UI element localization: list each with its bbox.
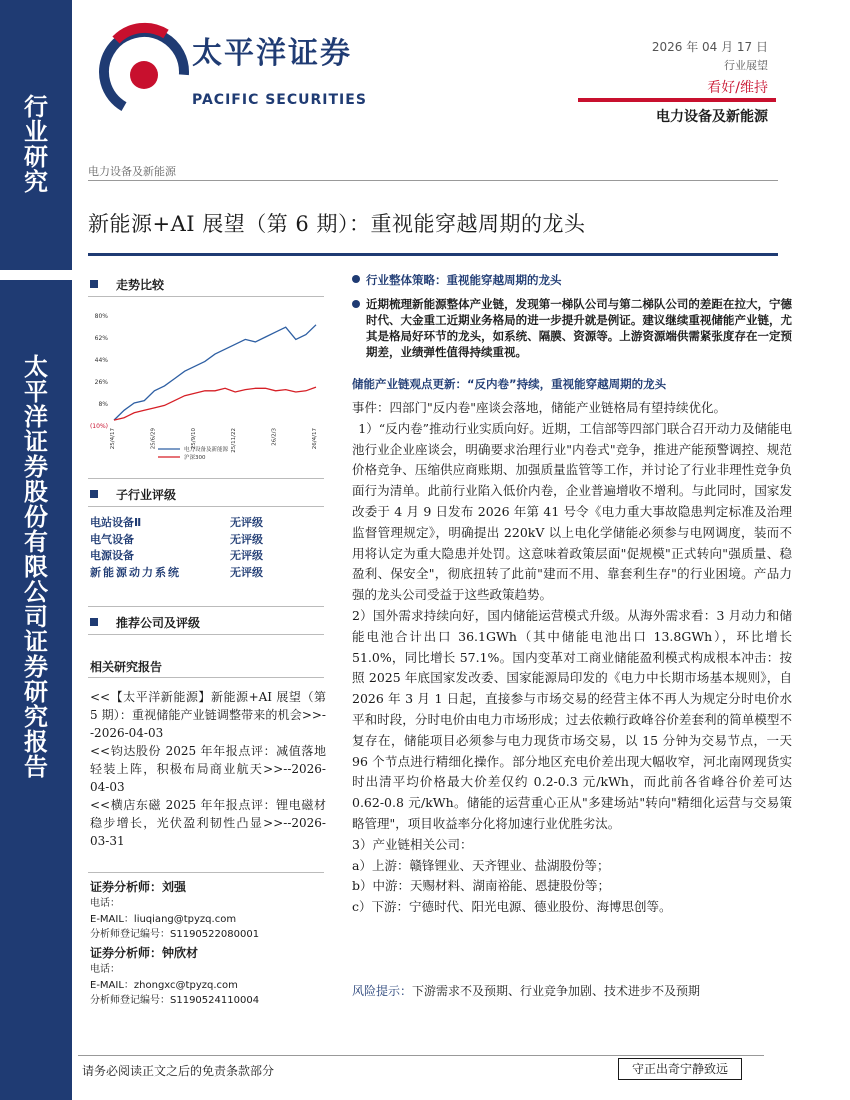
divider [88, 180, 778, 181]
sidebar-char: 洋 [24, 403, 48, 431]
paragraph: a）上游：赣锋锂业、天齐锂业、盐湖股份等； [352, 857, 610, 873]
sidebar-char: 研 [24, 143, 48, 171]
subindustry-name: 电站设备Ⅱ [90, 516, 142, 529]
risk-text: 下游需求不及预期、行业竞争加剧、技术进步不及预期 [412, 984, 701, 998]
divider [88, 677, 324, 678]
breadcrumb: 电力设备及新能源 [88, 165, 176, 178]
company-logo [96, 20, 386, 120]
x-tick-label: 25/11/22 [231, 428, 238, 453]
y-tick-label: 80% [94, 313, 108, 320]
square-bullet-icon [90, 618, 98, 626]
sidebar-char: 限 [24, 553, 48, 581]
paragraph: 1）“反内卷”推动行业实质向好。近期，工信部等四部门联合召开动力及储能电池行业企业座谈会，明确要求治理行业"内卷式"竞争，推进产能预警调控、规范价格竞争、压缩供应商账期、加强质量监管等工作，并讨论了行业非理性竞争负面行为清单。此前行业陷入低价内卷，企业普遍增收不增利。与此同时，国家发改委于 4 月 9 日发布 2026 年第 41 号令《电力重大事故隐患判定标准及治理监督管理规定》，明确提出 220kV 以上电化学储能必须参与电网调度，装而不用将认定为重大隐患并处罚。这意味着政策层面"促规模"正式转向"强质量、稳盈利、保安全"，彻底扭转了此前"建而不用、靠套利生存"的行业困境。产品力强的龙头公司受益于这些政策趋势。 [352, 420, 792, 603]
paragraph: 事件：四部门"反内卷"座谈会落地，储能产业链格局有望持续优化。 [352, 400, 727, 415]
report-date: 2026 年 04 月 17 日 [651, 40, 768, 54]
divider [88, 478, 324, 479]
paragraph: 3）产业链相关公司： [352, 836, 473, 852]
paragraph: b）中游：天赐材料、湖南裕能、恩捷股份等； [352, 878, 611, 894]
body-text [352, 398, 792, 918]
series-line [114, 387, 316, 420]
divider [88, 634, 324, 635]
x-tick-label: 25/6/29 [150, 428, 157, 450]
y-tick-label: 62% [94, 335, 108, 342]
analyst-phone: 电话： [90, 898, 120, 909]
y-tick-label: 26% [94, 379, 108, 386]
series-line [114, 325, 316, 420]
related-report-link[interactable]: <<横店东磁 2025 年年报点评：锂电磁材稳步增长，光伏盈利韧性凸显>>--2026-03-31 [90, 798, 326, 848]
subindustry-name: 电气设备 [90, 532, 134, 546]
header-rule [578, 98, 776, 102]
strategy-text: 近期梳理新能源整体产业链，发现第一梯队公司与第二梯队公司的差距在拉大，宁德时代、大金重工近期业务格局的进一步提升就是例证。建议继续重视储能产业链，尤其是格局好环节的龙头，如系统、隔膜、资源等。上游资源端供需紧张度存在一定预期差，业绩弹性值得持续重视。 [366, 297, 792, 359]
sidebar-char: 券 [24, 653, 48, 681]
legend-label: 沪深300 [184, 455, 206, 461]
report-type: 行业展望 [724, 59, 768, 72]
sidebar-char: 证 [24, 628, 48, 656]
divider [88, 872, 324, 873]
x-tick-label: 26/4/17 [312, 428, 318, 450]
y-tick-label: 8% [98, 401, 108, 408]
related-report-link[interactable]: <<【太平洋新能源】新能源+AI 展望（第 5 期）：重视储能产业链调整带来的机会>>--2026-04-03 [90, 690, 326, 740]
paragraph: 2）国外需求持续向好，国内储能运营模式升级。从海外需求看：3 月动力和储能电池合计出口 36.1GWh（其中储能电池出口 13.8GWh），环比增长 51.0%，同比增长 57.1%。国内变革对工商业储能盈利模式构成根本冲击：按照 2025 年底国家发改委、国家能源局印发的《电力中长期市场基本规则》，自 2026 年 3 月 1 日起，直接参与市场交易的经营主体不再人为规定分时电价水平和时段，分时电价由电力市场形成；过去依赖行政峰谷价差套利的简单模型不复存在，储能项目必须参与电力现货市场交易，以 15 分钟为交易节点，一天 96 个节点进行精细化操作。部分地区充电价差出现大幅收窄，河北南网现货实时出清平均价格最大价差仅约 0.2-0.3 元/kWh，而此前各省峰谷价差可达 0.62-0.8 元/kWh。储能的运营重心正从"多建场站"转向"精细化运营与交易策略管理"，项目收益率分化将加速行业优胜劣汰。 [352, 607, 792, 831]
analyst-cert: 分析师登记编号：S1190522080001 [90, 929, 260, 940]
strategy-heading: 行业整体策略：重视能穿越周期的龙头 [352, 272, 792, 288]
sidebar-char: 告 [24, 753, 48, 781]
subindustry-rating: 无评级 [230, 516, 263, 529]
sidebar-char: 司 [24, 603, 48, 631]
legend-label: 电力设备及新能源 [184, 447, 229, 453]
analyst-card [90, 944, 330, 1009]
subindustry-rating: 无评级 [230, 565, 263, 579]
analyst-phone: 电话： [90, 964, 120, 975]
sidebar-char: 业 [24, 118, 48, 146]
disclaimer-note[interactable]: 请务必阅读正文之后的免责条款部分 [82, 1064, 275, 1078]
sidebar-char: 股 [24, 478, 48, 506]
paragraph: c）下游：宁德时代、阳光电源、德业股份、海博思创等。 [352, 899, 672, 915]
analyst-card [90, 878, 330, 943]
square-bullet-icon [90, 280, 98, 288]
company-name-cn: 太平洋证券 [192, 36, 352, 71]
table-row [90, 515, 326, 532]
related-reports-list [90, 688, 326, 850]
table-row [90, 565, 326, 599]
x-tick-label: 26/2/3 [271, 428, 278, 446]
subindustry-name: 新能源动力系统 [90, 565, 181, 579]
sidebar-char: 公 [24, 578, 48, 606]
title-divider [88, 253, 778, 256]
circle-bullet-icon [352, 275, 360, 283]
storage-heading: 储能产业链观点更新：“反内卷”持续，重视能穿越周期的龙头 [352, 377, 667, 391]
sidebar-char: 券 [24, 453, 48, 481]
trend-chart [88, 305, 328, 465]
analyst-email[interactable]: E-MAIL：liuqiang@tpyzq.com [90, 913, 237, 925]
industry-rating: 看好/维持 [707, 80, 768, 96]
header-sector: 电力设备及新能源 [656, 109, 768, 125]
section-recommend-heading: 推荐公司及评级 [90, 614, 200, 631]
y-tick-label: (10%) [89, 423, 108, 430]
divider [88, 606, 324, 607]
related-reports-heading: 相关研究报告 [90, 660, 163, 674]
divider [88, 506, 324, 507]
analyst-cert: 分析师登记编号：S1190524110004 [90, 995, 260, 1006]
x-tick-label: 25/9/10 [190, 428, 197, 450]
sidebar-char: 有 [24, 528, 48, 556]
sidebar-char: 报 [24, 728, 48, 756]
sidebar-char: 证 [24, 428, 48, 456]
analyst-email[interactable]: E-MAIL：zhongxc@tpyzq.com [90, 979, 238, 991]
sidebar-char: 太 [24, 353, 48, 381]
section-trend-heading: 走势比较 [90, 276, 164, 293]
subindustry-rating: 无评级 [230, 532, 263, 546]
table-row [90, 532, 326, 549]
subindustry-name: 电源设备 [90, 549, 134, 562]
table-row [90, 548, 326, 565]
company-motto: 守正出奇宁静致远 [618, 1058, 742, 1080]
related-report-link[interactable]: <<钧达股份 2025 年年报点评：减值落地轻装上阵，积极布局商业航天>>--2026-04-03 [90, 744, 326, 794]
company-name-en: PACIFIC SECURITIES [192, 92, 367, 108]
sidebar-char: 份 [24, 503, 48, 531]
x-tick-label: 25/4/17 [110, 428, 116, 450]
square-bullet-icon [90, 490, 98, 498]
subindustry-rating: 无评级 [230, 549, 263, 562]
sidebar-char: 究 [24, 703, 48, 731]
risk-warning [352, 982, 700, 999]
risk-label: 风险提示： [352, 984, 413, 998]
sidebar-char: 研 [24, 678, 48, 706]
analyst-name: 证券分析师：刘强 [90, 880, 187, 894]
section-subindustry-heading: 子行业评级 [90, 486, 176, 503]
strategy-summary [352, 296, 792, 360]
sidebar-char: 平 [24, 378, 48, 406]
analyst-name: 证券分析师：钟欣材 [90, 946, 199, 960]
sidebar-char: 究 [24, 168, 48, 196]
logo-mark-icon [96, 20, 192, 120]
sidebar-top-label [0, 95, 72, 195]
sidebar-bottom-label [0, 355, 72, 780]
y-tick-label: 44% [94, 357, 108, 364]
divider [88, 296, 324, 297]
page-title: 新能源+AI 展望（第 6 期）：重视能穿越周期的龙头 [88, 212, 586, 236]
subindustry-rating-table [90, 515, 326, 599]
sidebar-char: 行 [24, 93, 48, 121]
circle-bullet-icon [352, 300, 360, 308]
footer-divider [78, 1055, 764, 1056]
